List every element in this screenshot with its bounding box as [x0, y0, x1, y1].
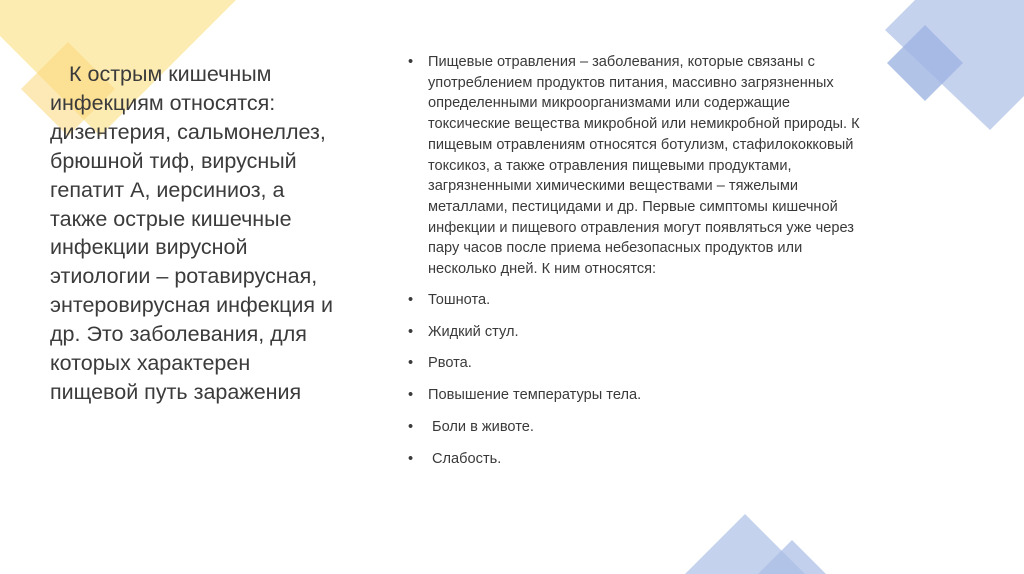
- symptom-text: Слабость.: [432, 450, 502, 467]
- bullet-icon: •: [408, 323, 414, 340]
- symptom-text: Рвота.: [428, 355, 472, 372]
- symptoms-list: [406, 290, 1006, 481]
- text-line: гепатит А, иерсиниоз, а: [50, 177, 285, 202]
- list-item: [406, 322, 1006, 354]
- text-line: определенными микроорганизмами или содержащие: [428, 95, 791, 112]
- text-line: инфекции и пищевого отравления могут появляться уже через: [428, 219, 854, 236]
- food-poisoning-paragraph: [406, 52, 1006, 280]
- list-item: [406, 385, 1006, 417]
- text-line: загрязненными химическими веществами – тяжелыми: [428, 178, 799, 195]
- list-item: [406, 449, 1006, 481]
- list-item: [406, 353, 1006, 385]
- right-text-block: [406, 52, 1006, 481]
- text-line: пищевой путь заражения: [50, 379, 302, 404]
- symptom-text: Жидкий стул.: [428, 323, 519, 340]
- text-line: пищевым отравлениям относятся ботулизм, стафилококковый: [428, 136, 854, 153]
- list-item: [406, 290, 1006, 322]
- text-line: дизентерия, сальмонеллез,: [50, 119, 326, 144]
- text-line: энтеровирусная инфекция и: [50, 293, 334, 318]
- bullet-icon: •: [408, 54, 414, 70]
- text-line: др. Это заболевания, для: [50, 322, 307, 347]
- text-line: металлами, пестицидами и др. Первые симптомы кишечной: [428, 198, 838, 215]
- text-line: брюшной тиф, вирусный: [50, 148, 297, 173]
- text-line: этиологии – ротавирусная,: [50, 264, 318, 289]
- bullet-icon: •: [408, 387, 414, 404]
- bullet-icon: •: [408, 418, 414, 435]
- text-line: пару часов после приема небезопасных продуктов или: [428, 240, 803, 257]
- bullet-icon: •: [408, 355, 414, 372]
- text-line: инфекции вирусной: [50, 235, 248, 260]
- text-line: несколько дней. К ним относятся:: [428, 261, 657, 278]
- bullet-icon: •: [408, 291, 414, 308]
- text-line: К острым кишечным: [69, 62, 272, 86]
- symptom-text: Повышение температуры тела.: [428, 387, 642, 404]
- text-line: также острые кишечные: [50, 206, 292, 231]
- text-line: которых характерен: [50, 351, 251, 376]
- symptom-text: Боли в животе.: [432, 418, 534, 435]
- symptom-text: Тошнота.: [428, 291, 491, 308]
- list-item: [406, 417, 1006, 449]
- left-text-block: [50, 60, 390, 407]
- text-line: Пищевые отравления – заболевания, которые связаны с: [428, 54, 815, 70]
- text-line: токсикоз, а также отравления пищевыми продуктами,: [428, 157, 792, 174]
- text-line: токсические вещества микробной или немикробной природы. К: [428, 116, 860, 133]
- text-line: употреблением продуктов питания, массивно загрязненных: [428, 74, 834, 91]
- bullet-icon: •: [408, 450, 414, 467]
- text-line: инфекциям относятся:: [50, 90, 276, 115]
